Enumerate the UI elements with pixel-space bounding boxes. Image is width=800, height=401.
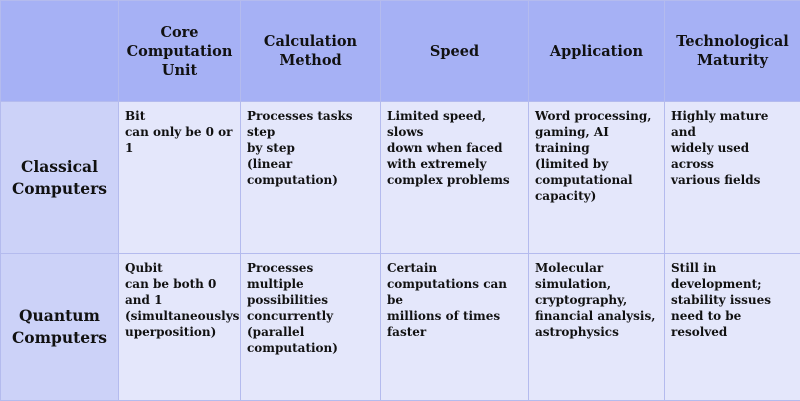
column-header-core-unit — [119, 1, 241, 102]
column-header-technological-maturity — [665, 1, 800, 102]
cell-text: Limited speed, slows down when faced with extremely complex problems — [381, 102, 528, 188]
corner-cell — [1, 1, 119, 102]
cell-text: Qubit can be both 0 and 1 (simultaneouslys uperposition) — [119, 254, 240, 340]
row-label-quantum-computers — [1, 254, 119, 401]
table-cell — [241, 254, 381, 401]
table-cell — [241, 102, 381, 254]
column-header-label: Calculation Method — [241, 32, 380, 70]
column-header-application — [529, 1, 665, 102]
table-cell — [529, 102, 665, 254]
column-header-label: Application — [529, 42, 664, 61]
table-cell — [381, 102, 529, 254]
column-header-label: Technological Maturity — [665, 32, 800, 70]
table-cell — [381, 254, 529, 401]
cell-text: Processes tasks step by step (linear computation) — [241, 102, 380, 188]
row-label-text: Classical Computers — [1, 156, 118, 200]
table-row-classical — [1, 102, 800, 254]
cell-text: Still in development; stability issues need to be resolved — [665, 254, 800, 340]
cell-text: Highly mature and widely used across various fields — [665, 102, 800, 188]
table-cell — [119, 254, 241, 401]
cell-text: Certain computations can be millions of times faster — [381, 254, 528, 340]
cell-text: Word processing, gaming, AI training (limited by computational capacity) — [529, 102, 664, 204]
column-header-speed — [381, 1, 529, 102]
column-header-label: Core Computation Unit — [119, 23, 240, 80]
row-label-classical-computers — [1, 102, 119, 254]
table-cell — [529, 254, 665, 401]
column-header-calculation-method — [241, 1, 381, 102]
table-cell — [665, 102, 800, 254]
cell-text: Bit can only be 0 or 1 — [119, 102, 240, 156]
table-cell — [119, 102, 241, 254]
column-header-label: Speed — [381, 42, 528, 61]
cell-text: Processes multiple possibilities concurrently (parallel computation) — [241, 254, 380, 356]
row-label-text: Quantum Computers — [1, 305, 118, 349]
table-cell — [665, 254, 800, 401]
table-row-quantum — [1, 254, 800, 401]
header-row — [1, 1, 800, 102]
cell-text: Molecular simulation, cryptography, financial analysis, astrophysics — [529, 254, 664, 340]
